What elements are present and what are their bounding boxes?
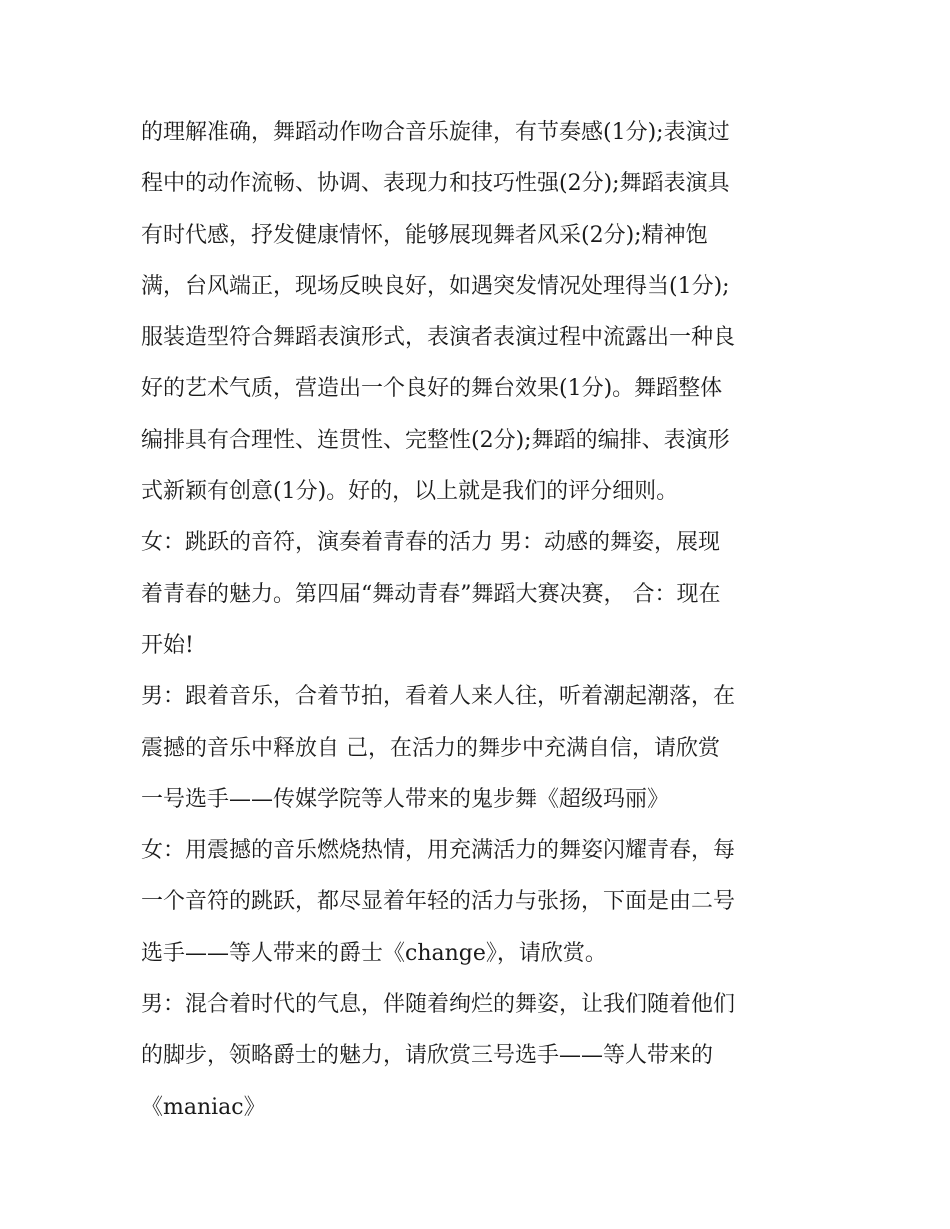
text-line: 编排具有合理性、连贯性、完整性(2分);舞蹈的编排、表演形 bbox=[141, 427, 730, 453]
text-line: 好的艺术气质，营造出一个良好的舞台效果(1分)。舞蹈整体 bbox=[141, 376, 723, 402]
text-line: 《maniac》 bbox=[141, 1094, 266, 1120]
document-body bbox=[141, 107, 821, 1133]
text-line: 有时代感，抒发健康情怀，能够展现舞者风采(2分);精神饱 bbox=[141, 222, 708, 248]
text-line: 的理解准确，舞蹈动作吻合音乐旋律，有节奏感(1分);表演过 bbox=[141, 120, 730, 145]
text-line: 震撼的音乐中释放自 己，在活力的舞步中充满自信，请欣赏 bbox=[141, 735, 720, 761]
text-line: 开始! bbox=[141, 632, 194, 658]
text-line: 女：跳跃的音符，演奏着青春的活力 男：动感的舞姿，展现 bbox=[141, 530, 720, 556]
text-line: 女：用震撼的音乐燃烧热情，用充满活力的舞姿闪耀青春，每 bbox=[141, 838, 736, 864]
text-line: 满，台风端正，现场反映良好，如遇突发情况处理得当(1分); bbox=[141, 273, 730, 299]
text-line: 着青春的魅力。第四届“舞动青春”舞蹈大赛决赛， 合：现在 bbox=[141, 581, 721, 607]
text-line: 选手——等人带来的爵士《change》，请欣赏。 bbox=[141, 940, 607, 966]
text-line: 服装造型符合舞蹈表演形式，表演者表演过程中流露出一种良 bbox=[141, 325, 736, 351]
text-line: 的脚步，领略爵士的魅力，请欣赏三号选手——等人带来的 bbox=[141, 1043, 714, 1069]
text-line: 一号选手——传媒学院等人带来的鬼步舞《超级玛丽》 bbox=[141, 786, 670, 812]
text-line: 程中的动作流畅、协调、表现力和技巧性强(2分);舞蹈表演具 bbox=[141, 171, 730, 197]
text-line: 一个音符的跳跃，都尽显着年轻的活力与张扬，下面是由二号 bbox=[141, 889, 736, 915]
text-line: 式新颖有创意(1分)。好的，以上就是我们的评分细则。 bbox=[141, 479, 679, 505]
text-line: 男：跟着音乐，合着节拍，看着人来人往，听着潮起潮落，在 bbox=[141, 684, 736, 710]
text-line: 男：混合着时代的气息，伴随着绚烂的舞姿，让我们随着他们 bbox=[141, 992, 736, 1018]
